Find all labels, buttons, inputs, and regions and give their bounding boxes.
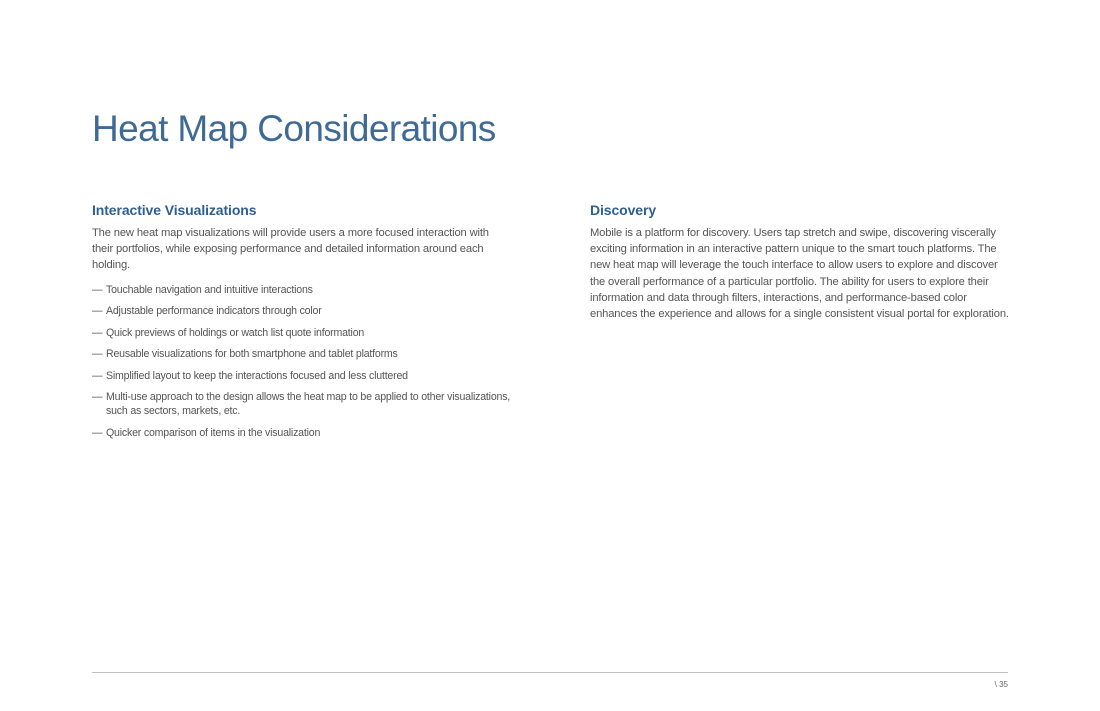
list-item-text: Quicker comparison of items in the visualization [106, 426, 321, 439]
list-item [92, 283, 512, 297]
list-item [92, 369, 512, 383]
section-heading-interactive-visualizations: Interactive Visualizations [92, 202, 257, 218]
feature-bullet-list [92, 283, 512, 440]
list-item-text: Touchable navigation and intuitive interactions [106, 283, 313, 296]
footer-divider [92, 672, 1008, 673]
list-item-text: Reusable visualizations for both smartphone and tablet platforms [106, 348, 398, 361]
dash-marker: — [92, 283, 103, 296]
list-item-text: Adjustable performance indicators through color [106, 305, 322, 318]
page-number: \ 35 [994, 680, 1008, 689]
dash-marker: — [92, 326, 103, 339]
interactive-visualizations-section [92, 202, 512, 447]
list-item [92, 347, 512, 361]
list-item-text: Quick previews of holdings or watch list quote information [106, 326, 365, 339]
dash-marker: — [92, 369, 103, 382]
dash-marker: — [92, 305, 103, 318]
section-body-interactive-visualizations: The new heat map visualizations will provide users a more focused interaction with their portfolios, while exposing performance and detailed information around each holding. [92, 227, 489, 272]
section-body-discovery: Mobile is a platform for discovery. Users tap stretch and swipe, discovering viscerally exciting information in an interactive pattern unique to the smart touch platforms. The new heat map will leverage the touch interface to allow users to explore and discover the overall performance of a particular portfolio. The ability for users to explore their information and data through filters, interactions, and performance-based color enhances the experience and allows for a single consistent visual portal for exploration. [590, 227, 1009, 321]
section-heading-discovery: Discovery [590, 202, 657, 218]
discovery-section [590, 202, 1015, 322]
dash-marker: — [92, 391, 103, 404]
page-title: Heat Map Considerations [92, 108, 496, 149]
list-item [92, 326, 512, 340]
list-item [92, 390, 512, 418]
list-item-text: Multi-use approach to the design allows the heat map to be applied to other visualizations, such as sectors, markets, etc. [106, 391, 511, 418]
list-item [92, 426, 512, 440]
dash-marker: — [92, 348, 103, 361]
list-item-text: Simplified layout to keep the interactions focused and less cluttered [106, 369, 408, 382]
list-item [92, 304, 512, 318]
dash-marker: — [92, 426, 103, 439]
